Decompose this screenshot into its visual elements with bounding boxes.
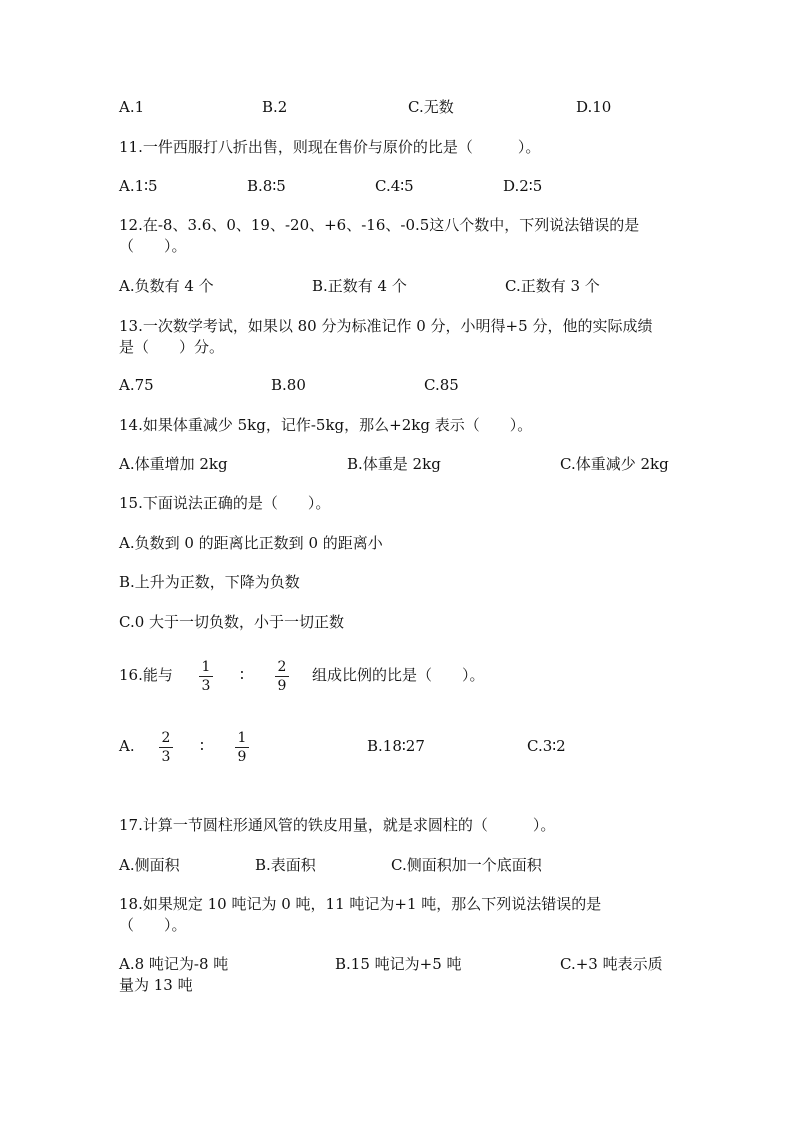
q18-stem-line2: （ ）。 <box>119 916 187 934</box>
q12-option-a: A.负数有 4 个 <box>119 277 214 295</box>
q16-ratio-colon: ∶ <box>240 666 244 684</box>
q16-option-c: C.3∶2 <box>527 737 566 755</box>
q18-option-c-wrap: 量为 13 吨 <box>119 976 193 994</box>
q18-option-a: A.8 吨记为-8 吨 <box>119 955 229 973</box>
q16-fraction-1 <box>199 659 213 694</box>
q17-option-a: A.侧面积 <box>119 856 180 874</box>
q16-option-a-label: A. <box>119 737 135 755</box>
fraction-bar <box>159 747 173 748</box>
q14-stem: 14.如果体重减少 5kg，记作-5kg，那么+2kg 表示（ ）。 <box>119 416 533 434</box>
q11-option-b: B.8∶5 <box>247 177 286 195</box>
q16-stem-suffix: 组成比例的比是（ ）。 <box>312 666 485 684</box>
q11-option-d: D.2∶5 <box>503 177 543 195</box>
q15-option-c: C.0 大于一切负数，小于一切正数 <box>119 613 345 631</box>
q16-fraction-1-numerator: 1 <box>201 659 211 675</box>
q18-stem-line1: 18.如果规定 10 吨记为 0 吨，11 吨记为+1 吨，那么下列说法错误的是 <box>119 895 602 913</box>
q16-fraction-1-denominator: 3 <box>201 678 211 694</box>
q14-option-b: B.体重是 2kg <box>347 455 441 473</box>
q16-fraction-2 <box>275 659 289 694</box>
q14-option-a: A.体重增加 2kg <box>119 455 228 473</box>
q10-option-d: D.10 <box>576 98 612 116</box>
q11-option-c: C.4∶5 <box>375 177 414 195</box>
q16-option-a-fraction-1-denominator: 3 <box>161 749 171 765</box>
fraction-bar <box>199 676 213 677</box>
q13-stem-line1: 13.一次数学考试，如果以 80 分为标准记作 0 分，小明得+5 分，他的实际成绩 <box>119 317 653 335</box>
q13-option-b: B.80 <box>271 376 306 394</box>
q10-option-a: A.1 <box>119 98 145 116</box>
q15-option-a: A.负数到 0 的距离比正数到 0 的距离小 <box>119 534 383 552</box>
q11-option-a: A.1∶5 <box>119 177 158 195</box>
q17-option-b: B.表面积 <box>255 856 316 874</box>
q16-option-a-fraction-1-numerator: 2 <box>161 730 171 746</box>
q15-stem: 15.下面说法正确的是（ ）。 <box>119 494 331 512</box>
q12-option-b: B.正数有 4 个 <box>312 277 407 295</box>
q16-option-b: B.18∶27 <box>367 737 425 755</box>
q13-stem-line2: 是（ ）分。 <box>119 338 225 356</box>
fraction-bar <box>275 676 289 677</box>
q12-option-c: C.正数有 3 个 <box>505 277 600 295</box>
q16-option-a-fraction-1 <box>159 730 173 765</box>
q17-stem: 17.计算一节圆柱形通风管的铁皮用量，就是求圆柱的（ ）。 <box>119 816 556 834</box>
q16-option-a-colon: ∶ <box>200 737 204 755</box>
fraction-bar <box>235 747 249 748</box>
q13-option-c: C.85 <box>424 376 459 394</box>
q16-option-a-fraction-2 <box>235 730 249 765</box>
q15-option-b: B.上升为正数，下降为负数 <box>119 573 300 591</box>
q10-option-b: B.2 <box>262 98 288 116</box>
q14-option-c: C.体重减少 2kg <box>560 455 669 473</box>
q18-option-c: C.+3 吨表示质 <box>560 955 663 973</box>
q11-stem: 11.一件西服打八折出售，则现在售价与原价的比是（ ）。 <box>119 138 541 156</box>
q16-option-a-fraction-2-numerator: 1 <box>237 730 247 746</box>
q16-option-a-fraction-2-denominator: 9 <box>237 749 247 765</box>
q10-option-c: C.无数 <box>408 98 454 116</box>
q12-stem-line2: （ ）。 <box>119 237 187 255</box>
q13-option-a: A.75 <box>119 376 154 394</box>
q18-option-b: B.15 吨记为+5 吨 <box>335 955 462 973</box>
q16-fraction-2-numerator: 2 <box>277 659 287 675</box>
q12-stem-line1: 12.在-8、3.6、0、19、-20、+6、-16、-0.5这八个数中，下列说法错误的是 <box>119 216 640 234</box>
q16-fraction-2-denominator: 9 <box>277 678 287 694</box>
q17-option-c: C.侧面积加一个底面积 <box>391 856 542 874</box>
q16-stem-prefix: 16.能与 <box>119 666 173 684</box>
